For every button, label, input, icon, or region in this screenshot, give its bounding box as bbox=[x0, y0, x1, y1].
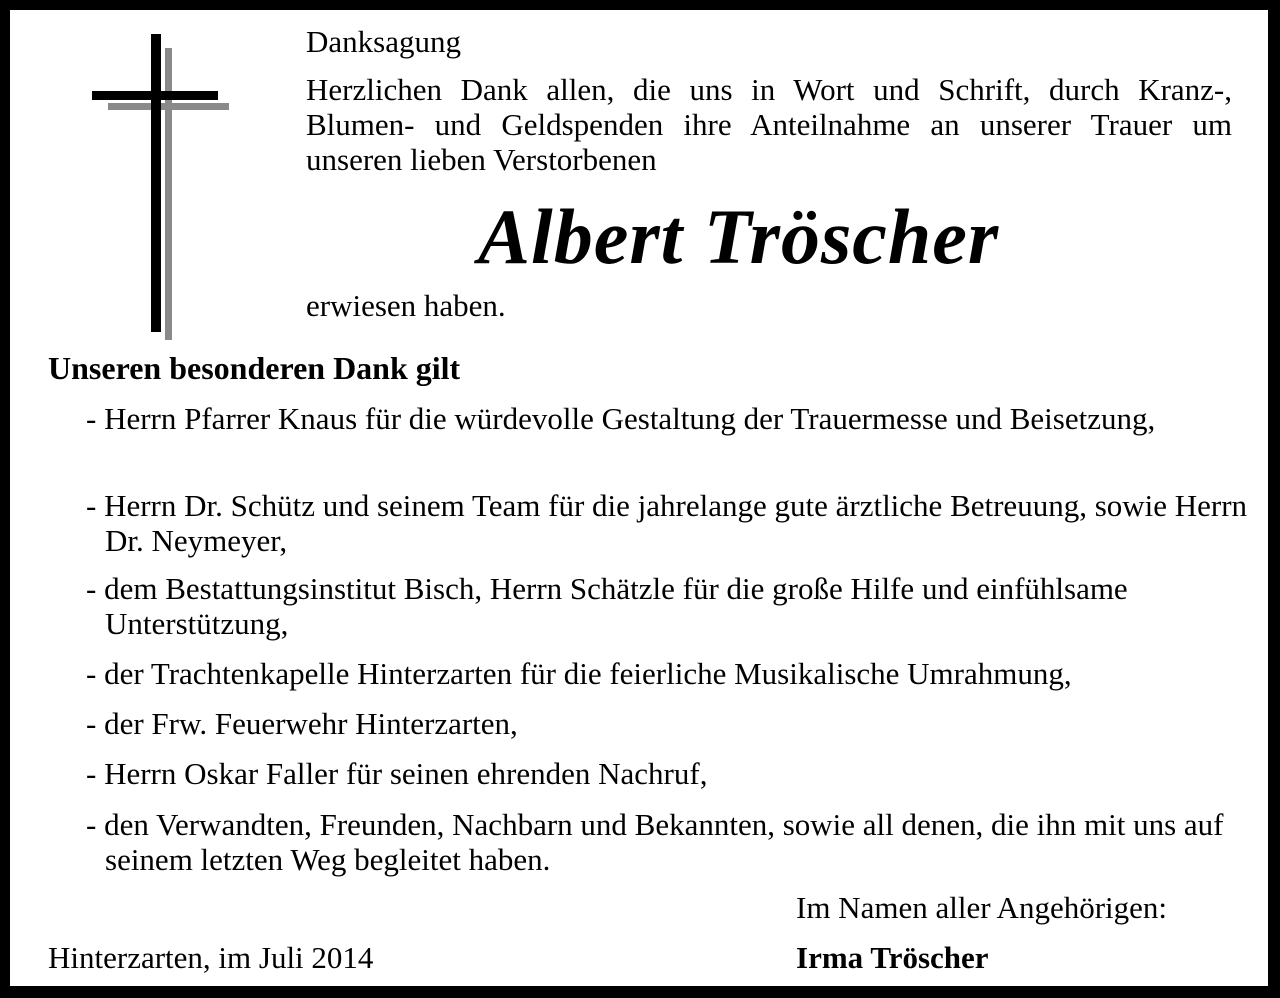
thanks-item: - dem Bestattungsinstitut Bisch, Herrn Schätzle für die große Hilfe und einfühlsame Unterstützung, bbox=[86, 571, 1128, 641]
intro-text: Herzlichen Dank allen, die uns in Wort und Schrift, durch Kranz-, Blumen- und Geldspenden ihre Anteilnahme an unserer Trauer um unseren lieben Verstorbenen bbox=[306, 72, 1232, 177]
thanks-item: - Herrn Dr. Schütz und seinem Team für die jahrelange gute ärztliche Betreuung, sowie Herrn Dr. Neymeyer, bbox=[86, 488, 1248, 558]
notice-title: Danksagung bbox=[306, 24, 461, 59]
cross-shadow-horizontal bbox=[108, 103, 229, 110]
thanks-item: - Herrn Pfarrer Knaus für die würdevolle Gestaltung der Trauermesse und Beisetzung, bbox=[86, 401, 1156, 436]
deceased-name: Albert Tröscher bbox=[478, 193, 1000, 280]
signer-name: Irma Tröscher bbox=[796, 940, 989, 975]
special-thanks-heading: Unseren besonderen Dank gilt bbox=[48, 350, 461, 386]
thanks-item: - Herrn Oskar Faller für seinen ehrenden Nachruf, bbox=[86, 756, 708, 791]
obituary-notice bbox=[10, 10, 1268, 986]
cross-horizontal bbox=[92, 91, 218, 100]
cross-vertical bbox=[151, 34, 161, 332]
place-date: Hinterzarten, im Juli 2014 bbox=[48, 940, 374, 975]
thanks-item: - der Frw. Feuerwehr Hinterzarten, bbox=[86, 706, 518, 741]
thanks-item: - den Verwandten, Freunden, Nachbarn und Bekannten, sowie all denen, die ihn mit uns auf seinem letzten Weg begleitet haben. bbox=[86, 807, 1224, 877]
closing-greeting: Im Namen aller Angehörigen: bbox=[796, 890, 1168, 925]
after-name-text: erwiesen haben. bbox=[306, 288, 506, 323]
thanks-item: - der Trachtenkapelle Hinterzarten für die feierliche Musikalische Umrahmung, bbox=[86, 656, 1072, 691]
